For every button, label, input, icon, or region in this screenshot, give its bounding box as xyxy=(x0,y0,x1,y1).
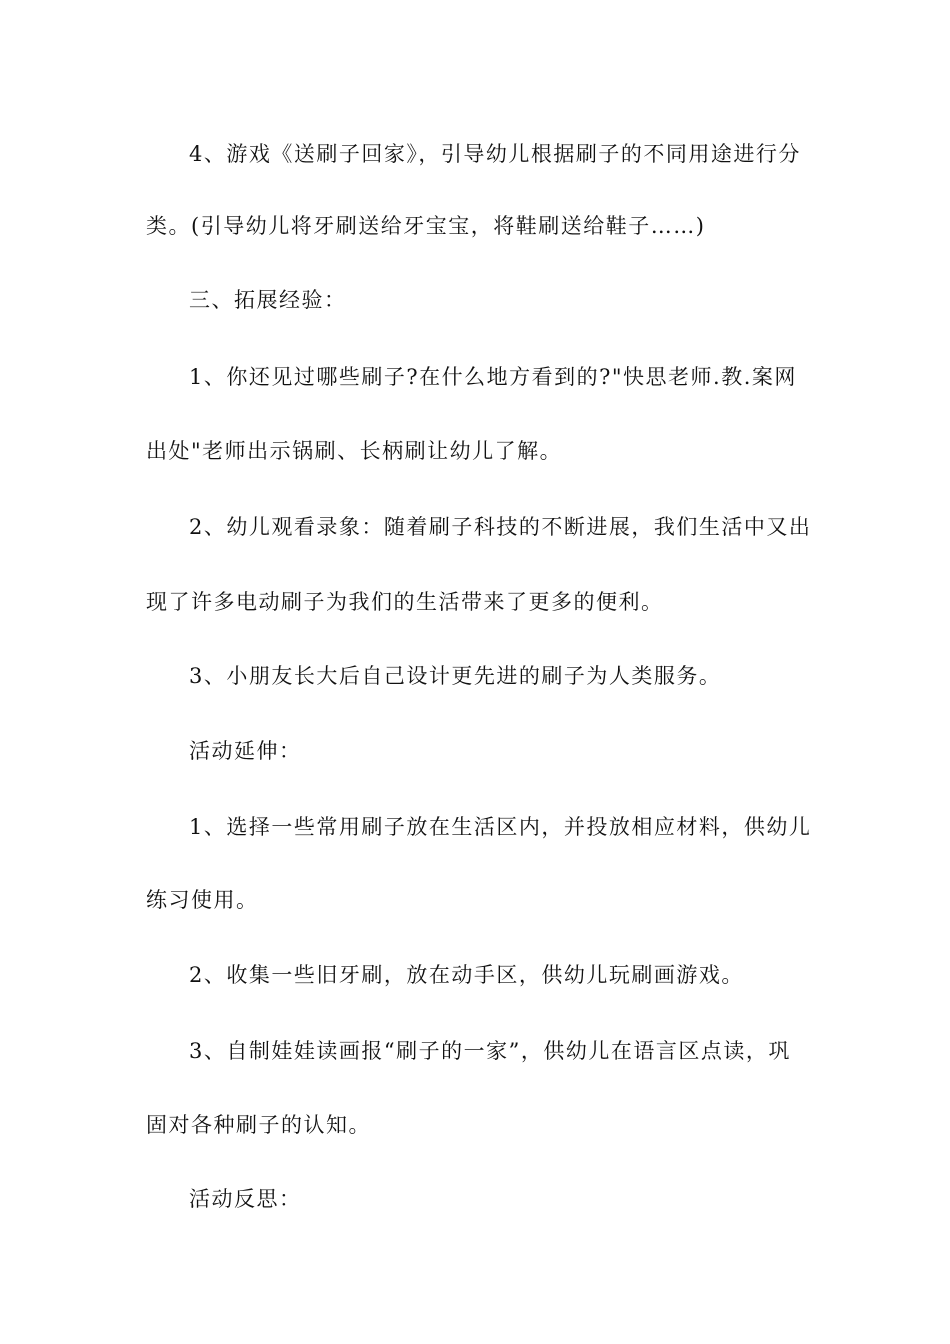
paragraph-line: 1、选择一些常用刷子放在生活区内，并投放相应材料，供幼儿 xyxy=(189,815,812,839)
section-heading: 活动延伸： xyxy=(189,739,302,763)
paragraph-line: 2、收集一些旧牙刷，放在动手区，供幼儿玩刷画游戏。 xyxy=(189,963,744,987)
section-heading: 活动反思： xyxy=(189,1187,302,1211)
paragraph-line: 1、你还见过哪些刷子?在什么地方看到的?"快思老师.教.案网 xyxy=(189,365,797,389)
paragraph-line: 练习使用。 xyxy=(146,888,259,912)
paragraph-line: 3、小朋友长大后自己设计更先进的刷子为人类服务。 xyxy=(189,664,722,688)
section-heading: 三、拓展经验： xyxy=(189,288,347,312)
paragraph-line: 4、游戏《送刷子回家》，引导幼儿根据刷子的不同用途进行分 xyxy=(189,142,801,166)
paragraph-line: 2、幼儿观看录象：随着刷子科技的不断进展，我们生活中又出 xyxy=(189,515,812,539)
paragraph-line: 3、自制娃娃读画报“刷子的一家”，供幼儿在语言区点读，巩 xyxy=(189,1039,791,1063)
paragraph-line: 出处"老师出示锅刷、长柄刷让幼儿了解。 xyxy=(146,439,563,463)
paragraph-line: 类。(引导幼儿将牙刷送给牙宝宝，将鞋刷送给鞋子……) xyxy=(146,214,706,238)
paragraph-line: 现了许多电动刷子为我们的生活带来了更多的便利。 xyxy=(146,590,664,614)
paragraph-line: 固对各种刷子的认知。 xyxy=(146,1113,371,1137)
